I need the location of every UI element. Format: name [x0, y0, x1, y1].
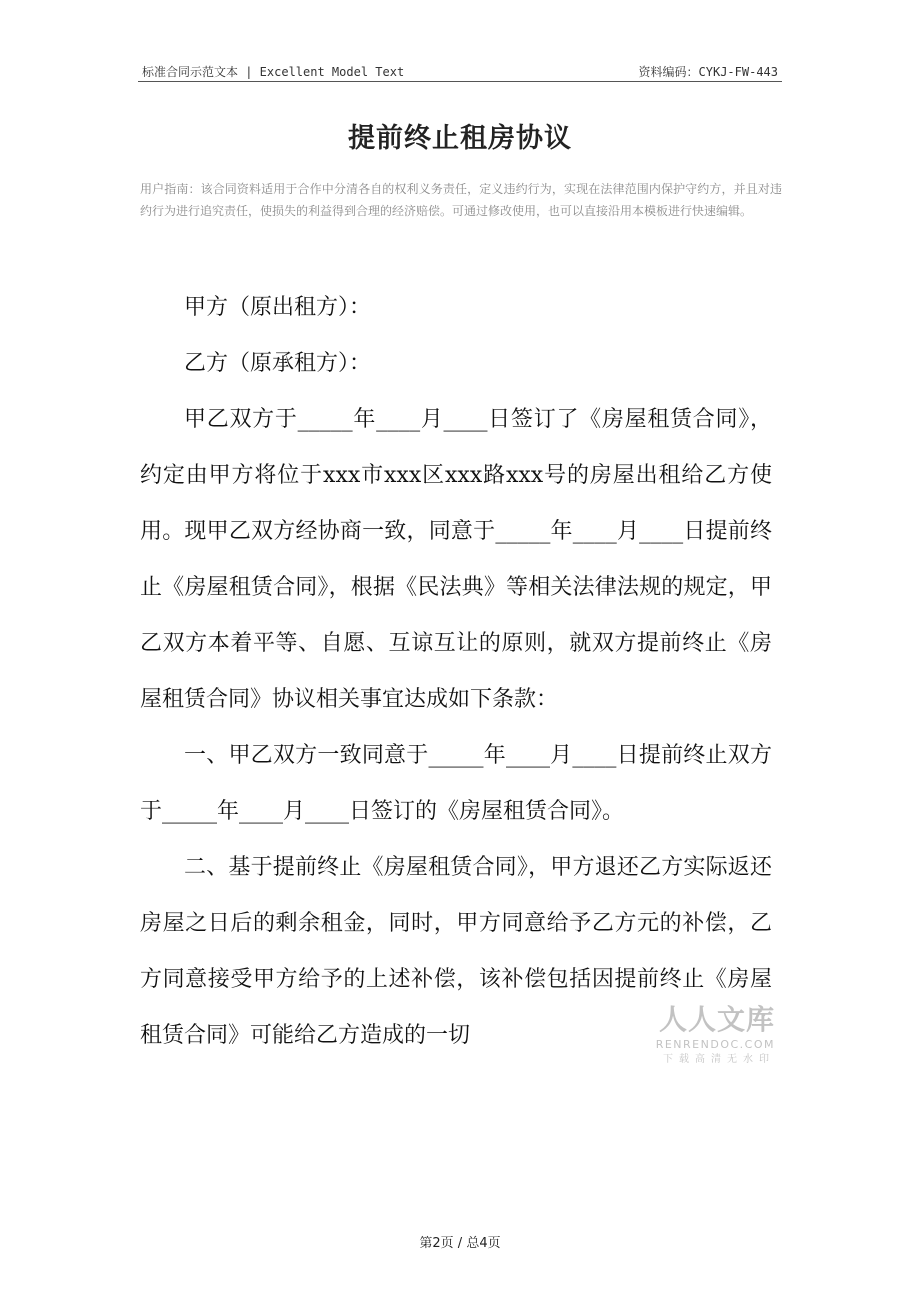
header-doc-code: 资料编码：CYKJ-FW-443	[638, 65, 778, 79]
header-doc-type: 标准合同示范文本 | Excellent Model Text	[142, 65, 405, 79]
user-guide-note: 用户指南：该合同资料适用于合作中分清各自的权利义务责任，定义违约行为，实现在法律范围内保护守约方，并且对违约行为进行追究责任，使损失的利益得到合理的经济赔偿。可通过修改使用，也可以直接沿用本模板进行快速编辑。	[140, 182, 782, 218]
site-watermark	[645, 1003, 775, 1083]
watermark-tagline: 下载高清无水印	[663, 1054, 775, 1065]
header-divider	[138, 81, 782, 82]
document-title: 提前终止租房协议	[348, 123, 572, 154]
watermark-logo-text: 人人文库	[658, 1003, 775, 1036]
watermark-url: RENRENDOC.COM	[655, 1038, 775, 1051]
party-a-line: 甲方（原出租方）：	[184, 295, 372, 320]
page-number: 第2页 / 总4页	[419, 1236, 501, 1251]
clause-one: 一、甲乙双方一致同意于_____年____月____日提前终止双方于_____年____月____日签订的《房屋租赁合同》。	[140, 743, 772, 824]
page-header	[138, 61, 782, 81]
preamble-paragraph: 甲乙双方于_____年____月____日签订了《房屋租赁合同》，约定由甲方将位于xxx市xxx区xxx路xxx号的房屋出租给乙方使用。现甲乙双方经协商一致，同意于_____年____月____日提前终止《房屋租赁合同》，根据《民法典》等相关法律法规的规定，甲乙双方本着平等、自愿、互谅互让的原则，就双方提前终止《房屋租赁合同》协议相关事宜达成如下条款：	[140, 407, 772, 712]
contract-body	[140, 280, 772, 1064]
clause-two: 二、基于提前终止《房屋租赁合同》，甲方退还乙方实际返还房屋之日后的剩余租金，同时，甲方同意给予乙方元的补偿，乙方同意接受甲方给予的上述补偿，该补偿包括因提前终止《房屋租赁合同》可能给乙方造成的一切	[140, 855, 772, 1048]
party-b-line: 乙方（原承租方）：	[184, 351, 372, 376]
